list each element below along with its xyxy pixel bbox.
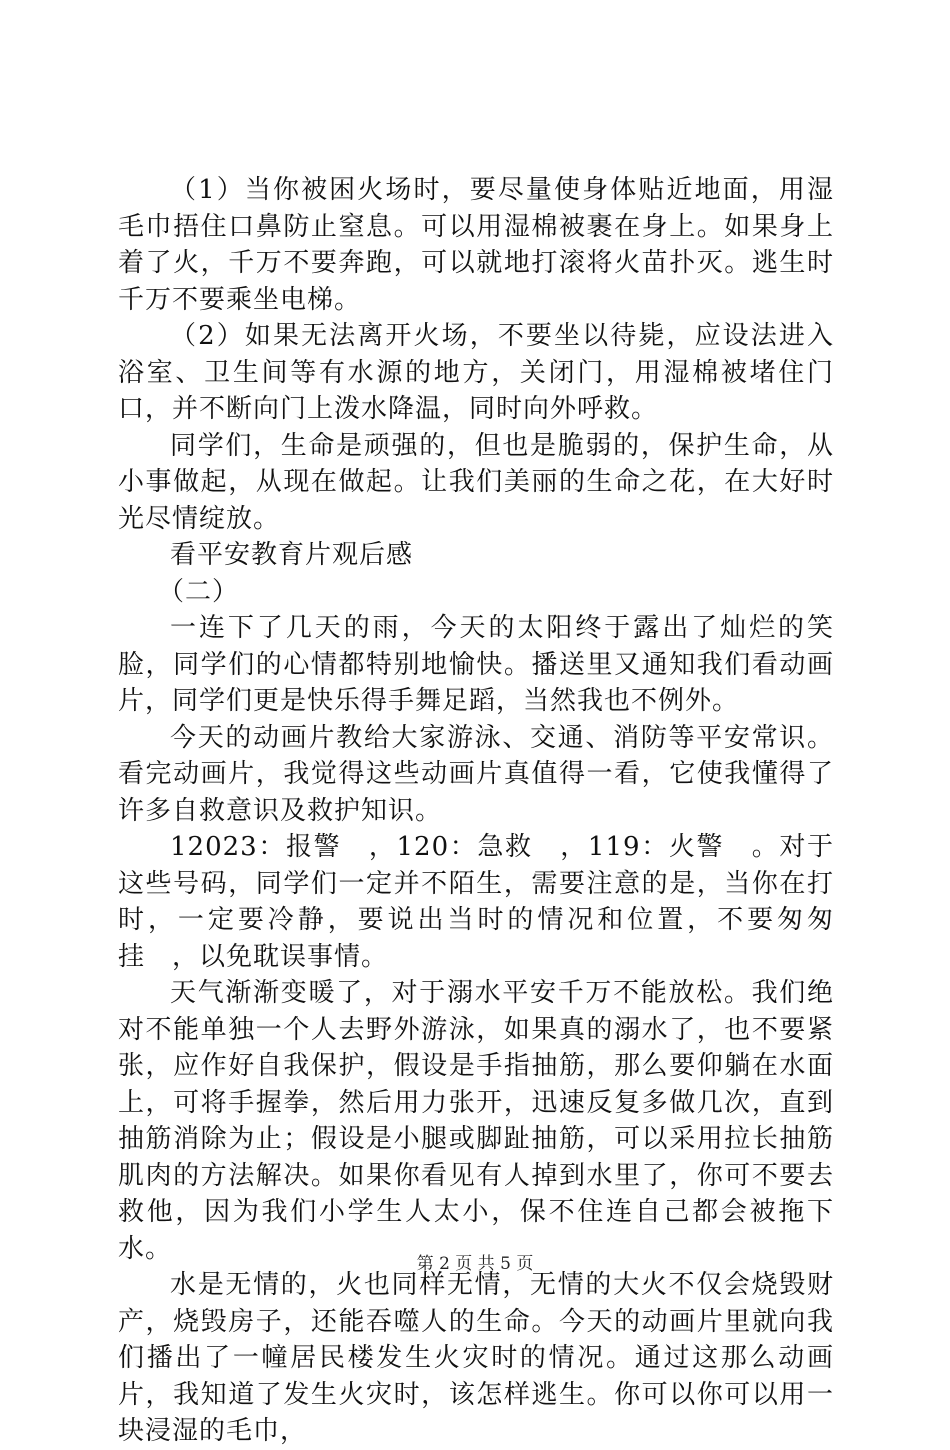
section-number: （二） <box>158 576 240 607</box>
paragraph-fire-escape-2: （2）如果无法离开火场，不要坐以待毙，应设法进入浴室、卫生间等有水源的地方，关闭门，用湿棉被堵住门口，并不断向门上泼水降温，同时向外呼救。 <box>118 321 834 424</box>
section-title: 看平安教育片观后感 <box>170 540 414 570</box>
paragraph-drowning-safety: 天气渐渐变暖了，对于溺水平安千万不能放松。我们绝对不能单独一个人去野外游泳，如果真的溺水了，也不要紧张，应作好自我保护，假设是手指抽筋，那么要仰躺在水面上，可将手握拳，然后用力张开，迅速反复多做几次，直到抽筋消除为止；假设是小腿或脚趾抽筋，可以采用拉长抽筋肌肉的方法解决。如果你看见有人掉到水里了，你可不要去救他，因为我们小学生人太小，保不住连自己都会被拖下水。 <box>118 978 834 1264</box>
paragraph-fire-escape-1: （1）当你被困火场时，要尽量使身体贴近地面，用湿毛巾捂住口鼻防止窒息。可以用湿棉被裹在身上。如果身上着了火，千万不要奔跑，可以就地打滚将火苗扑灭。逃生时千万不要乘坐电梯。 <box>118 175 834 315</box>
page-footer: 第 2 页 共 5 页 <box>416 1254 534 1274</box>
paragraph-conclusion: 同学们，生命是顽强的，但也是脆弱的，保护生命，从小事做起，从现在做起。让我们美丽的生命之花，在大好时光尽情绽放。 <box>118 430 834 534</box>
paragraph-emergency-numbers: 12023：报警 ，120：急救 ，119：火警 。对于这些号码，同学们一定并不陌生，需要注意的是，当你在打 时，一定要冷静，要说出当时的情况和位置，不要匆匆挂 ，以免耽误事情。 <box>118 832 862 972</box>
paragraph-cartoon-lesson: 今天的动画片教给大家游泳、交通、消防等平安常识。看完动画片，我觉得这些动画片真值得一看，它使我懂得了许多自救意识及救护知识。 <box>118 722 834 826</box>
paragraph-rainy-days: 一连下了几天的雨，今天的太阳终于露出了灿烂的笑脸，同学们的心情都特别地愉快。播送里又通知我们看动画片，同学们更是快乐得手舞足蹈，当然我也不例外。 <box>118 613 834 716</box>
paragraph-fire-danger: 水是无情的，火也同样无情，无情的大火不仅会烧毁财产，烧毁房子，还能吞噬人的生命。今天的动画片里就向我们播出了一幢居民楼发生火灾时的情况。通过这那么动画片，我知道了发生火灾时，该怎样逃生。你可以你可以用一块浸湿的毛巾， <box>118 1270 834 1446</box>
